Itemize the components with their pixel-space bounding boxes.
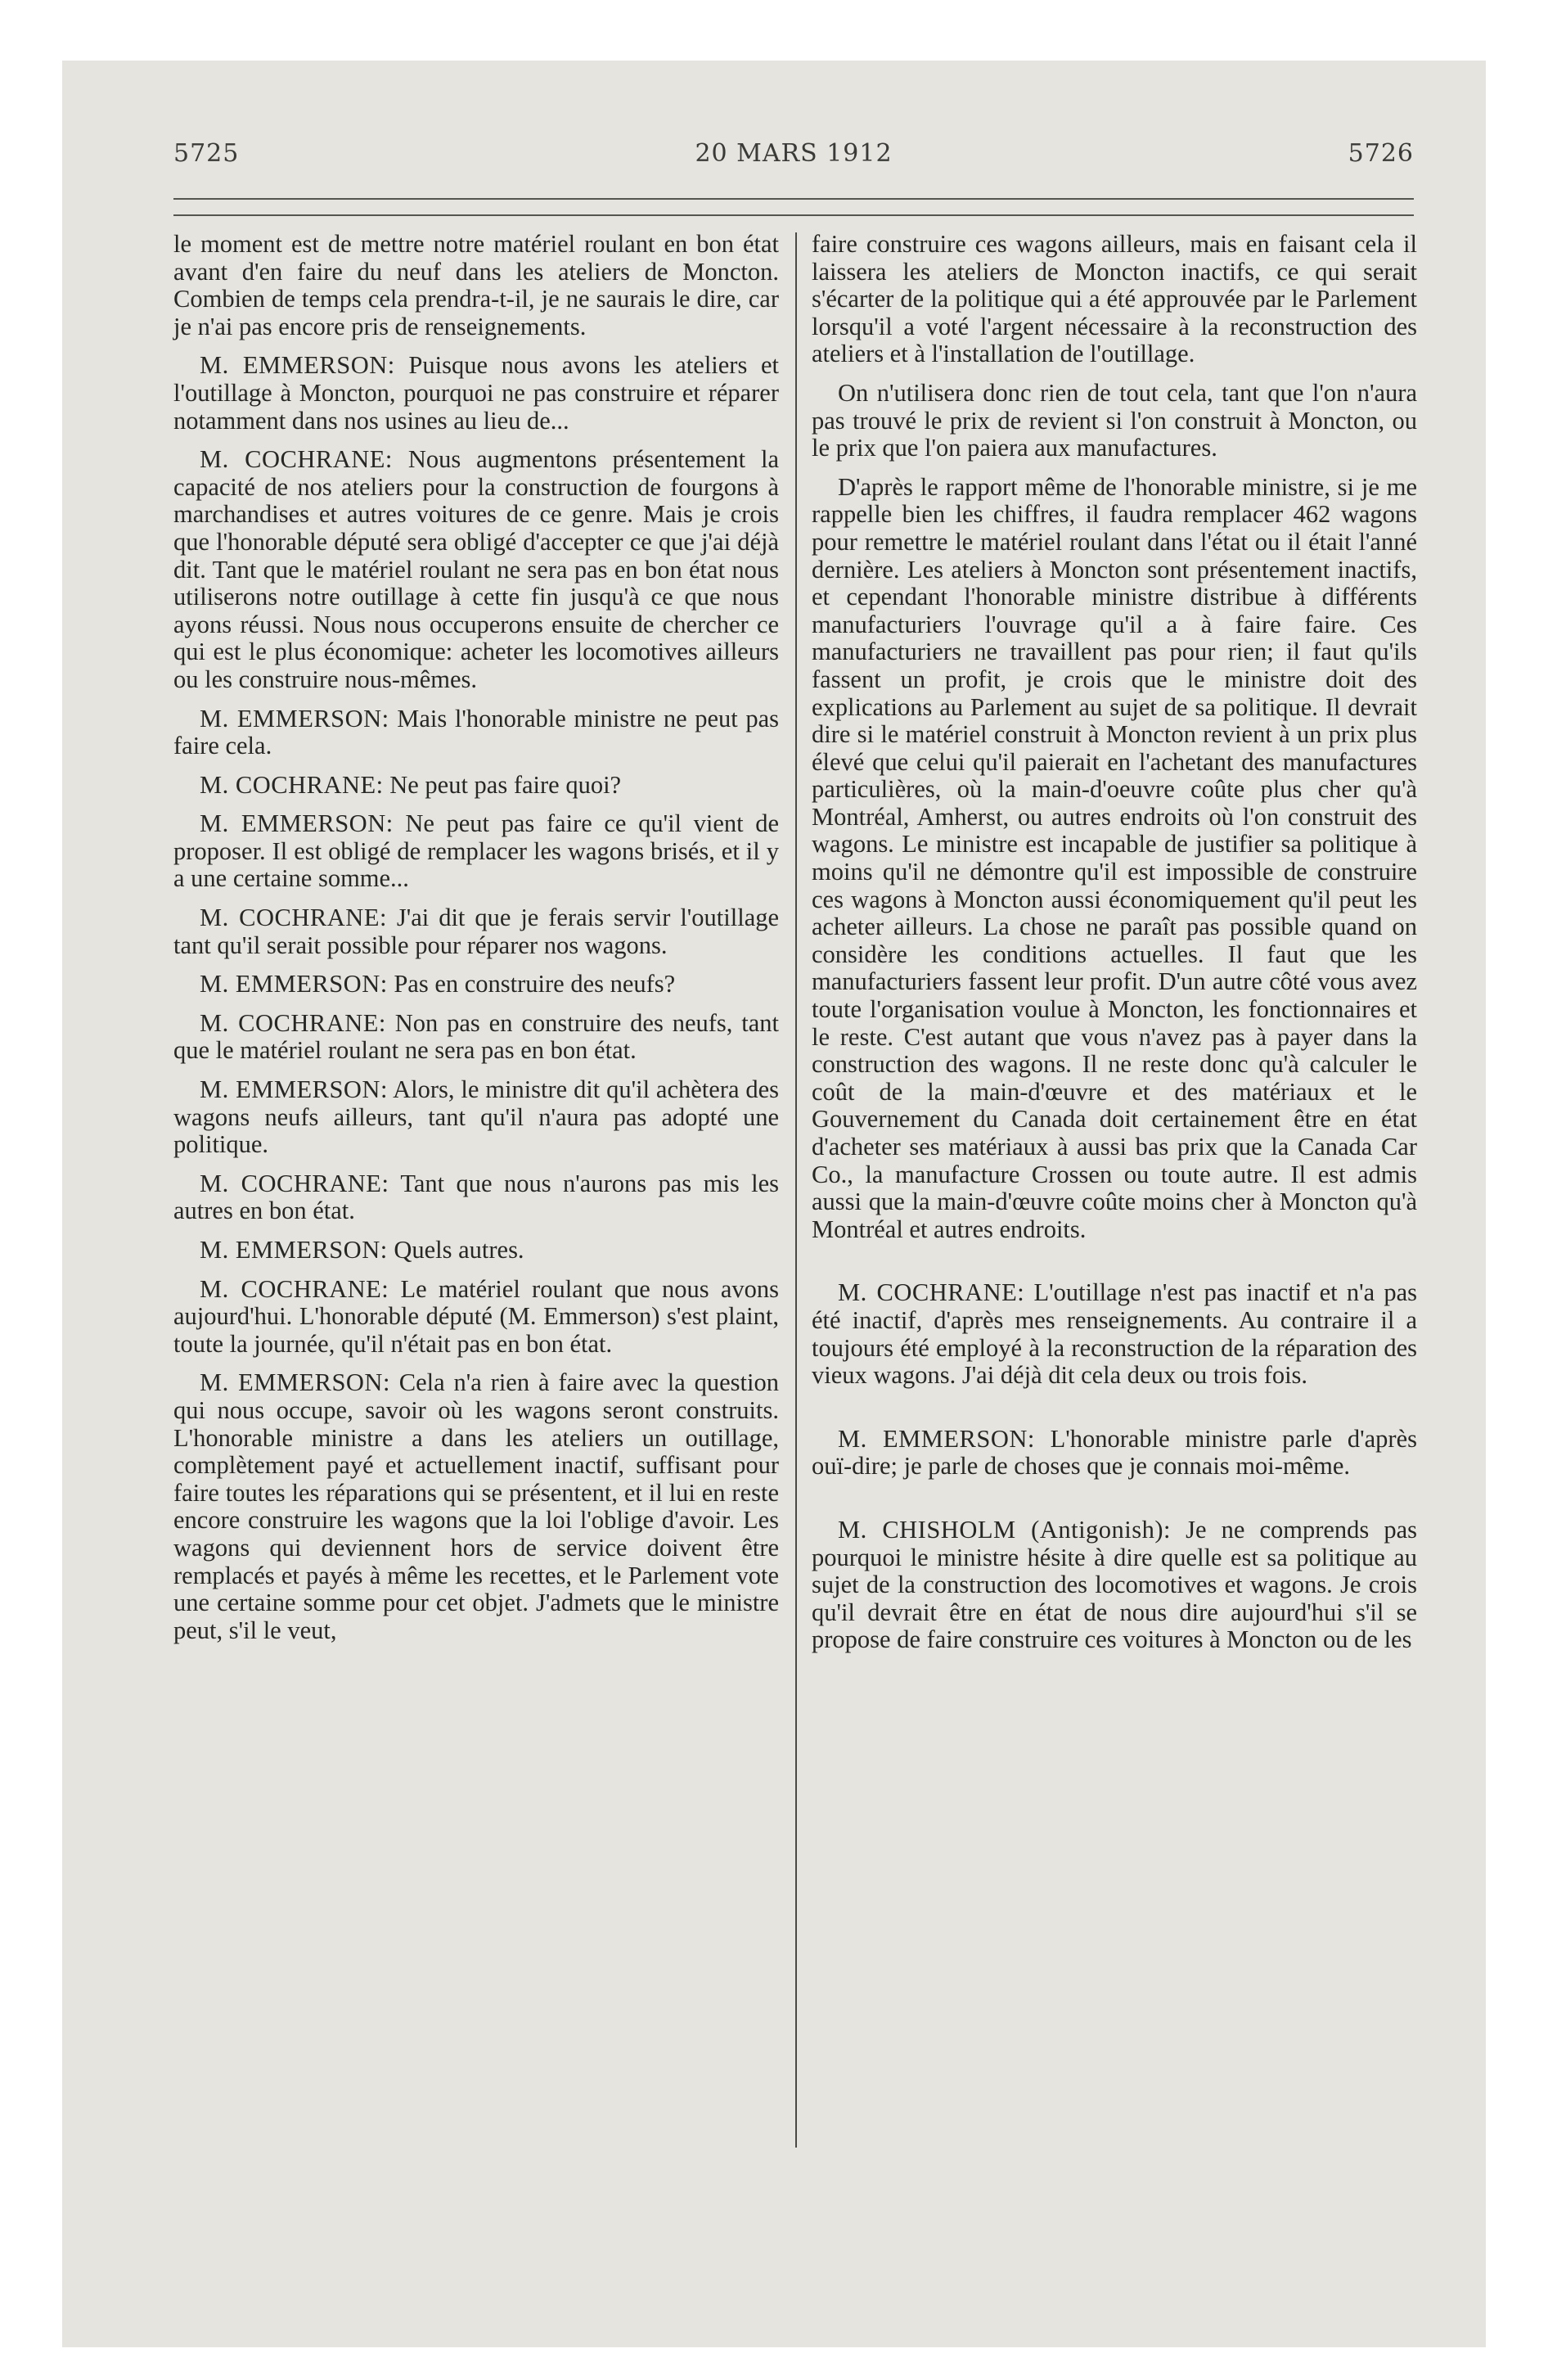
right-page-number: 5726 [1348,139,1414,168]
speech [173,1237,779,1264]
speaker-name: M. EMMERSON: [200,351,395,380]
paragraph [173,231,779,340]
page-date: 20 MARS 1912 [695,139,893,168]
speech [173,810,779,893]
speech-text: Alors, le ministre dit qu'il achètera des wagons neufs ailleurs, tant qu'il n'aura pas adopté une politique. [173,1075,779,1159]
speaker-name: M. CHISHOLM (Antigonish): [838,1515,1172,1544]
paragraph [812,231,1417,368]
speech-text: Ne peut pas faire quoi? [389,770,622,799]
speaker-name: M. COCHRANE: [838,1278,1025,1307]
header-rule-top [173,198,1414,200]
speech [173,904,779,959]
speaker-name: M. EMMERSON: [200,1236,388,1264]
speech-text: Pas en construire des neufs? [394,970,676,998]
speech-text: Non pas en construire des neufs, tant que le matériel roulant ne sera pas en bon état. [173,1008,779,1065]
speech [173,971,779,998]
speaker-name: M. COCHRANE: [200,1274,389,1303]
speech [173,1010,779,1065]
speaker-name: M. EMMERSON: [200,1075,388,1104]
speech-text: Le matériel roulant que nous avons aujourd'hui. L'honorable député (M. Emmerson) s'est plaint, toute la journée, qu'il n'était pas en bon état. [173,1274,779,1358]
paragraph-text: faire construire ces wagons ailleurs, mais en faisant cela il laissera les ateliers de Moncton inactifs, ce qui serait s'écarter de la politique qui a été approuvée par le Parlement lorsqu'il a voté l'argent nécessaire à la reconstruction des ateliers et à l'installation de l'outillage. [812,230,1417,368]
page-header [173,139,1414,175]
speech [812,1517,1417,1654]
speech [173,352,779,435]
speech [173,772,779,800]
speaker-name: M. COCHRANE: [200,1169,389,1197]
speaker-name: M. COCHRANE: [200,904,387,932]
speaker-name: M. EMMERSON: [200,970,388,998]
speaker-name: M. EMMERSON: [200,704,389,732]
speech [173,1369,779,1644]
speech [173,1276,779,1359]
column-divider [795,232,797,2148]
speaker-name: M. COCHRANE: [200,445,393,474]
speaker-name: M. COCHRANE: [200,1008,386,1037]
paragraph-text: On n'utilisera donc rien de tout cela, tant que l'on n'aura pas trouvé le prix de revient si l'on construit à Moncton, ou le prix que l'on paiera aux manufactures. [812,378,1417,462]
speaker-name: M. EMMERSON: [200,1368,390,1397]
speech-text: L'honorable ministre parle d'après ouï-dire; je parle de choses que je connais moi-même. [812,1424,1417,1481]
header-rule-bottom [173,214,1414,216]
speech-text: J'ai dit que je ferais servir l'outillage tant qu'il serait possible pour réparer nos wagons. [173,904,780,959]
left-page-number: 5725 [173,139,240,168]
paragraph [812,474,1417,1244]
speaker-name: M. EMMERSON: [200,809,394,838]
speech-text: Nous augmentons présentement la capacité de nos ateliers pour la construction de fourgons à marchandises et autres voitures de ce genre. Mais je crois que l'honorable député sera obligé d'accepter ce que j'ai déjà dit. Tant que le matériel roulant ne sera pas en bon état nous utiliserons notre outillage à cette fin jusqu'à ce que nous ayons réussi. Nous nous occuperons ensuite de chercher ce qui est le plus économique: acheter les locomotives ailleurs ou les construire nous-mêmes. [173,445,779,693]
speech-text: Je ne comprends pas pourquoi le ministre hésite à dire quelle est sa politique au sujet de la construction des locomotives et wagons. Je crois qu'il devrait être en état de nous dire aujourd'hui s'il se propose de faire construire ces voitures à Moncton ou de les [812,1515,1417,1654]
speech-text: Tant que nous n'aurons pas mis les autres en bon état. [173,1169,779,1225]
speech-text: Mais l'honorable ministre ne peut pas faire cela. [173,704,780,760]
speech [812,1426,1417,1481]
speech [173,1170,779,1225]
paragraph [812,380,1417,462]
speaker-name: M. COCHRANE: [200,770,384,799]
speech-text: L'outillage n'est pas inactif et n'a pas été inactif, d'après mes renseignements. Au contraire il a toujours été employé à la reconstruction de la réparation des vieux wagons. J'ai déjà dit cela deux ou trois fois. [812,1278,1418,1390]
speech [173,1076,779,1159]
paragraph-text: le moment est de mettre notre matériel roulant en bon état avant d'en faire du neuf dans les ateliers de Moncton. Combien de temps cela prendra-t-il, je ne saurais le dire, car je n'ai pas encore pris de renseignements. [173,230,779,340]
speaker-name: M. EMMERSON: [838,1424,1035,1453]
left-column [173,231,779,1656]
speech [173,446,779,693]
speech-text: Ne peut pas faire ce qu'il vient de proposer. Il est obligé de remplacer les wagons brisés, et il y a une certaine somme... [173,809,780,893]
speech-text: Cela n'a rien à faire avec la question qui nous occupe, savoir où les wagons seront construits. L'honorable ministre a dans les ateliers un outillage, complètement payé et actuellement inactif, suffisant pour faire toutes les réparations qui se présentent, et il lui en reste encore construire les wagons que la loi l'oblige d'avoir. Les wagons qui deviennent hors de service doivent être remplacés et payés à même les recettes, et le Parlement vote une certaine somme pour cet objet. J'admets que le ministre peut, s'il le veut, [173,1368,779,1644]
paragraph-text: D'après le rapport même de l'honorable ministre, si je me rappelle bien les chiffres, il faudra remplacer 462 wagons pour remettre le matériel roulant dans l'état ou il était l'anné dernière. Les ateliers à Moncton sont présentement inactifs, et cependant l'honorable ministre distribue à différents manufacturiers l'ouvrage qu'il a à faire faire. Ces manufacturiers ne travaillent pas pour rien; il faut qu'ils fassent un profit, je crois que le ministre doit des explications au Parlement au sujet de sa politique. Il devrait dire si le matériel construit à Moncton revient à un prix plus élevé que celui qu'il paierait en l'achetant des manufactures particulières, où la main-d'oeuvre coûte plus cher qu'à Montréal, Amherst, ou autres endroits où l'on construit des wagons. Le ministre est incapable de justifier sa politique à moins qu'il ne démontre qu'il est impossible de construire ces wagons à Moncton aussi économiquement qu'il peut les acheter ailleurs. La chose ne paraît pas possible quand on considère les conditions actuelles. Il faut que les manufacturiers fassent leur profit. D'un autre côté vous avez toute l'organisation voulue à Moncton, les fonctionnaires et le reste. C'est autant que vous n'avez pas à payer dans la construction des wagons. Il ne reste donc qu'à calculer le coût de la main-d'œuvre et des matériaux et le Gouvernement du Canada doit certainement être en état d'acheter ses matériaux à aussi bas prix que la Canada Car Co., la manufacture Crossen ou toute autre. Il est admis aussi que la main-d'œuvre coûte moins cher à Moncton qu'à Montréal et autres endroits. [812,472,1417,1243]
speech [173,705,779,760]
speech-text: Puisque nous avons les ateliers et l'outillage à Moncton, pourquoi ne pas construire et réparer notamment dans nos usines au lieu de... [173,351,779,435]
speech [812,1279,1417,1389]
right-column [812,231,1417,1666]
speech-text: Quels autres. [394,1236,524,1264]
